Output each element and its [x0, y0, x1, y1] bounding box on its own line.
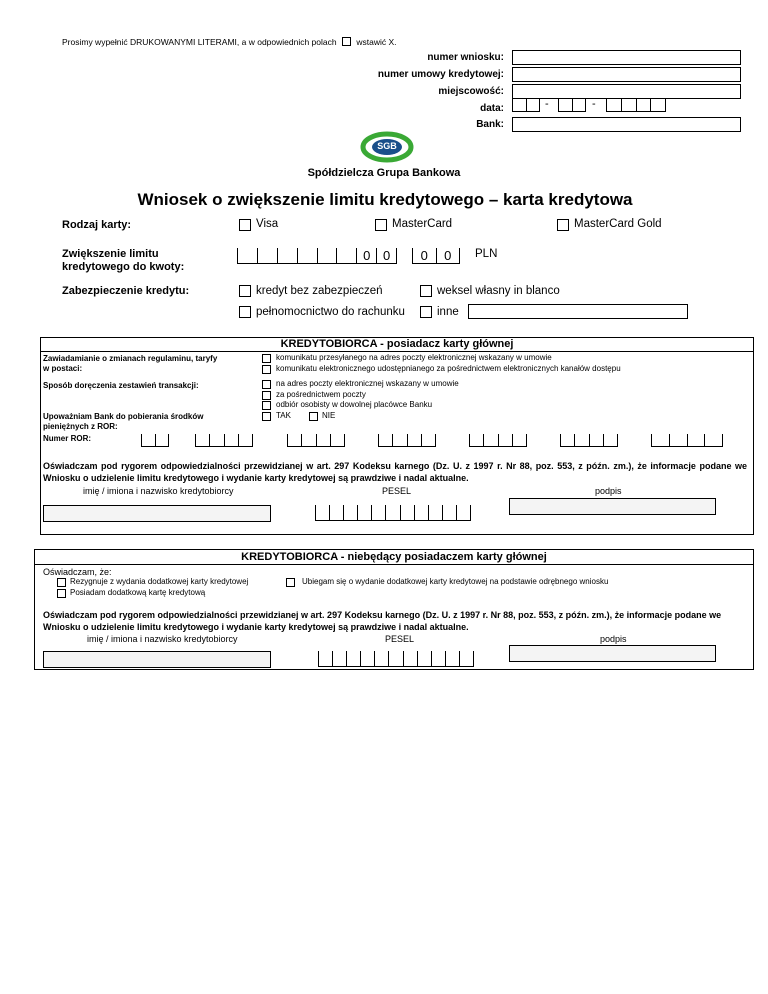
bez-zabezpieczen-checkbox[interactable] [239, 285, 251, 297]
zaw-email-label: komunikatu przesyłanego na adres poczty elektronicznej wskazany w umowie [276, 353, 552, 362]
inne-checkbox[interactable] [420, 306, 432, 318]
col-podpis-label-1: podpis [595, 486, 622, 496]
ror-segment-1[interactable] [141, 434, 169, 447]
limit-zero-2: 0 [376, 248, 397, 263]
mastercard-gold-checkbox[interactable] [557, 219, 569, 231]
intro-text: Prosimy wypełnić DRUKOWANYMI LITERAMI, a w odpowiednich polach [62, 37, 337, 47]
ror-segment-2[interactable] [195, 434, 253, 447]
sgb-logo [352, 130, 422, 164]
zawiadamianie-line2: w postaci: [43, 364, 83, 373]
bez-zabezpieczen-label: kredyt bez zabezpieczeń [256, 285, 383, 297]
sposob-osobisty-label: odbiór osobisty w dowolnej placówce Banku [276, 400, 433, 409]
limit-zero-3: 0 [412, 248, 436, 263]
col-pesel-label-1: PESEL [382, 486, 412, 496]
intro-text-end: wstawić X. [356, 37, 397, 47]
rezygnuje-label: Rezygnuje z wydania dodatkowej karty kredytowej [70, 577, 249, 586]
weksel-label: weksel własny in blanco [437, 285, 560, 297]
imie-nazwisko-field-2[interactable] [43, 651, 271, 668]
data-year-field[interactable] [606, 99, 666, 112]
col-podpis-label-2: podpis [600, 634, 627, 644]
numer-ror-label: Numer ROR: [43, 434, 92, 443]
miejscowosc-label: miejscowość: [438, 86, 504, 97]
numer-wniosku-label: numer wniosku: [427, 52, 504, 63]
ror-segment-4[interactable] [378, 434, 436, 447]
bank-label: Bank: [476, 119, 504, 130]
mastercard-checkbox[interactable] [375, 219, 387, 231]
tak-label: TAK [276, 411, 291, 420]
oswiadczam-intro: Oświadczam, że: [43, 567, 112, 577]
ror-segment-7[interactable] [651, 434, 723, 447]
ror-segment-5[interactable] [469, 434, 527, 447]
podpis-field-2[interactable] [509, 645, 716, 662]
sposob-email-label: na adres poczty elektronicznej wskazany w umowie [276, 379, 459, 388]
data-label: data: [480, 103, 504, 114]
oswiadczenie-2: Oświadczam pod rygorem odpowiedzialności przewidzianej w art. 297 Kodeksu karnego (Dz. U. z 1997 r. Nr 88, poz. 553, z późn. zm.), że informacje podane we Wniosku o udzielenie limitu kredytowego i wydanie karty kredytowej są prawdziwe i nadal aktualne. [43, 610, 722, 632]
data-day-field[interactable] [512, 99, 540, 112]
data-dash-1: - [545, 98, 549, 110]
numer-umowy-field[interactable] [512, 67, 741, 82]
col-imie-label-1: imię / imiona i nazwisko kredytobiorcy [83, 486, 234, 496]
weksel-checkbox[interactable] [420, 285, 432, 297]
inne-field[interactable] [468, 304, 688, 319]
rezygnuje-checkbox[interactable] [57, 578, 66, 587]
sample-checkbox [342, 37, 351, 46]
zabezpieczenie-label: Zabezpieczenie kredytu: [62, 285, 190, 297]
nie-label: NIE [322, 411, 336, 420]
limit-zero-1: 0 [356, 248, 376, 263]
upowaznienie-line2: pieniężnych z ROR: [43, 422, 118, 431]
oswiadczenie-1: Oświadczam pod rygorem odpowiedzialności przewidzianej w art. 297 Kodeksu karnego (Dz. U. z 1997 r. Nr 88, poz. 553, z późn. zm.), że informacje podane we Wniosku o udzielenie limitu kredytowego i wydanie karty kredytowej są prawdziwe i nadal aktualne. [43, 461, 747, 483]
section-niebedacy-header: KREDYTOBIORCA - niebędący posiadaczem karty głównej [35, 550, 753, 565]
limit-label-line2: kredytowego do kwoty: [62, 261, 185, 273]
logo-text: SGB [377, 141, 397, 151]
col-pesel-label-2: PESEL [385, 634, 415, 644]
zawiadamianie-label [43, 354, 217, 374]
imie-nazwisko-field-1[interactable] [43, 505, 271, 522]
zawiadamianie-line1: Zawiadamianie o zmianach regulaminu, taryfy [43, 354, 218, 363]
ubiegam-checkbox[interactable] [286, 578, 295, 587]
visa-label: Visa [256, 218, 279, 230]
intro-line [62, 36, 397, 47]
sposob-poczta-checkbox[interactable] [262, 391, 271, 400]
visa-checkbox[interactable] [239, 219, 251, 231]
numer-wniosku-field[interactable] [512, 50, 741, 65]
mastercard-gold-label: MasterCard Gold [574, 218, 662, 230]
ror-segment-6[interactable] [560, 434, 618, 447]
posiadam-checkbox[interactable] [57, 589, 66, 598]
pesel-field-1[interactable] [315, 505, 471, 521]
mastercard-label: MasterCard [392, 218, 453, 230]
zaw-email-checkbox[interactable] [262, 354, 271, 363]
upowaznienie-line1: Upoważniam Bank do pobierania środków [43, 412, 204, 421]
sposob-email-checkbox[interactable] [262, 380, 271, 389]
currency-label: PLN [475, 248, 498, 260]
pelnomocnictwo-checkbox[interactable] [239, 306, 251, 318]
sposob-poczta-label: za pośrednictwem poczty [276, 390, 366, 399]
ubiegam-label: Ubiegam się o wydanie dodatkowej karty kredytowej na podstawie odrębnego wniosku [302, 577, 609, 586]
nie-checkbox[interactable] [309, 412, 318, 421]
numer-umowy-label: numer umowy kredytowej: [377, 69, 504, 80]
inne-label: inne [437, 306, 459, 318]
limit-label-line1: Zwiększenie limitu [62, 248, 159, 260]
posiadam-label: Posiadam dodatkową kartę kredytową [70, 588, 206, 597]
zaw-elektroniczny-label: komunikatu elektronicznego udostępnianego za pośrednictwem elektronicznych kanałów dostępu [276, 364, 621, 373]
pelnomocnictwo-label: pełnomocnictwo do rachunku [256, 306, 405, 318]
data-dash-2: - [592, 98, 596, 110]
bank-field[interactable] [512, 117, 741, 132]
upowaznienie-label [43, 412, 203, 432]
limit-zero-4: 0 [436, 248, 461, 263]
miejscowosc-field[interactable] [512, 84, 741, 99]
pesel-field-2[interactable] [318, 651, 474, 667]
page-title: Wniosek o zwiększenie limitu kredytowego – karta kredytowa [137, 190, 633, 209]
limit-label [62, 248, 184, 274]
section-posiadacz-header: KREDYTOBIORCA - posiadacz karty głównej [41, 338, 753, 352]
ror-segment-3[interactable] [287, 434, 345, 447]
limit-amount-field[interactable] [237, 248, 397, 264]
data-month-field[interactable] [558, 99, 586, 112]
limit-grosze-field[interactable] [412, 248, 460, 264]
sposob-label: Sposób doręczenia zestawień transakcji: [43, 381, 199, 390]
rodzaj-label: Rodzaj karty: [62, 219, 132, 231]
podpis-field-1[interactable] [509, 498, 716, 515]
zaw-elektroniczny-checkbox[interactable] [262, 365, 271, 374]
col-imie-label-2: imię / imiona i nazwisko kredytobiorcy [87, 634, 238, 644]
logo-name: Spółdzielcza Grupa Bankowa [307, 167, 461, 179]
sposob-osobisty-checkbox[interactable] [262, 401, 271, 410]
tak-checkbox[interactable] [262, 412, 271, 421]
